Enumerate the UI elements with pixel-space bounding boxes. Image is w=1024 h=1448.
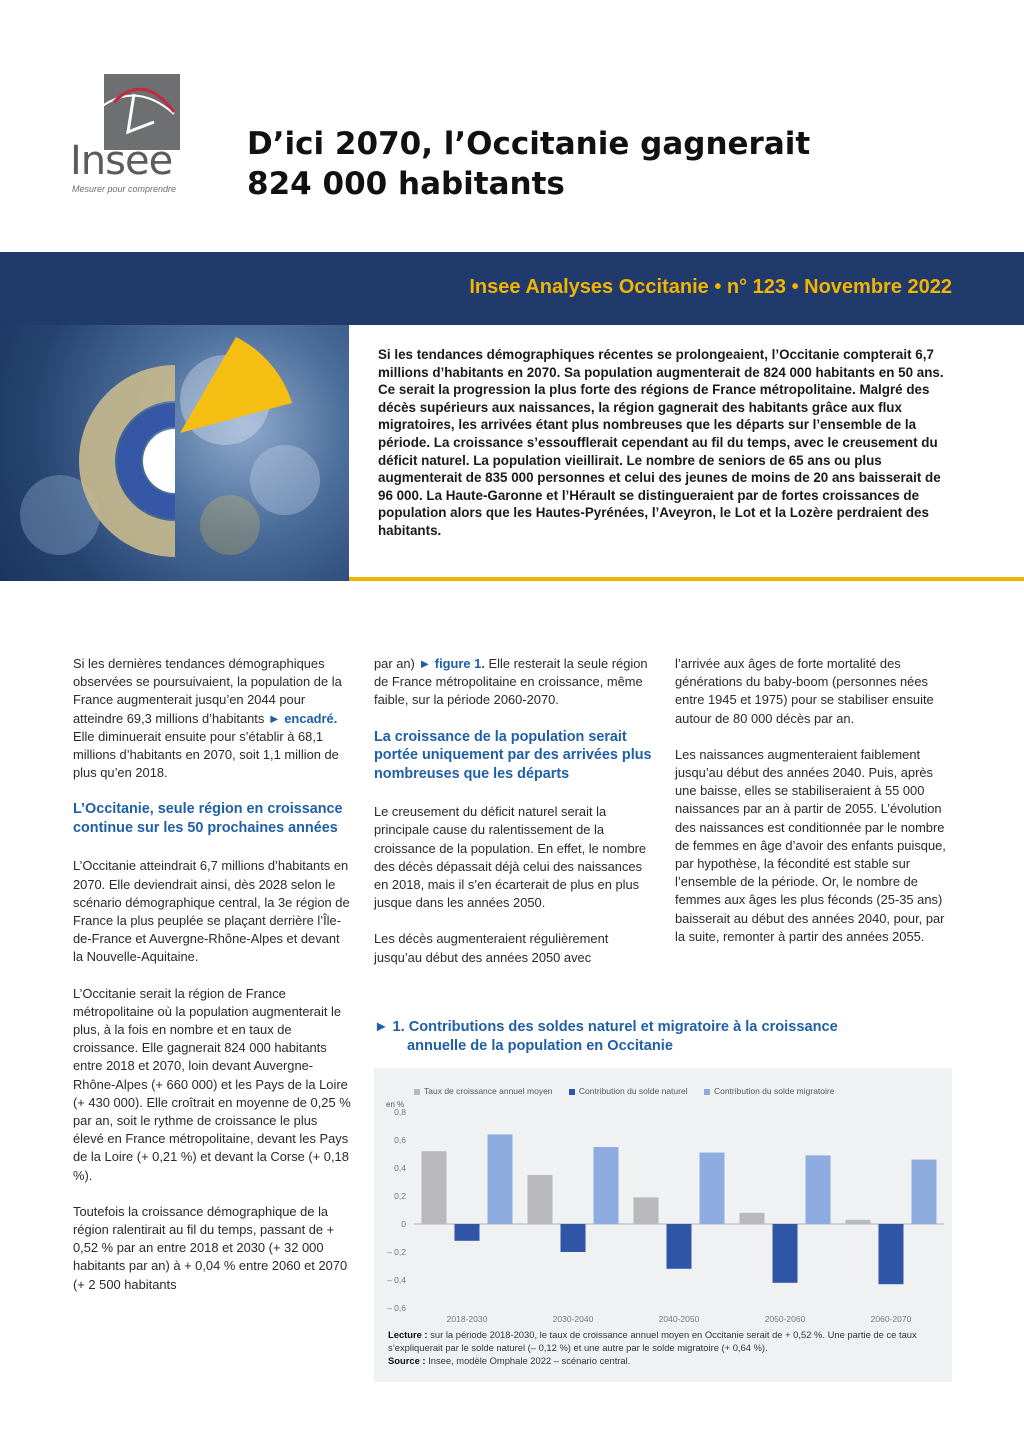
bar-taux-2018-2030 (422, 1151, 447, 1224)
x-tick-label: 2040-2050 (658, 1314, 700, 1324)
y-tick-label: 0,2 (394, 1191, 406, 1201)
y-tick-label: 0,4 (394, 1163, 406, 1173)
figure-link[interactable]: ► figure 1. (418, 656, 485, 671)
col2-paragraph-3: Les décès augmenteraient régulièrement jusqu’au début des années 2050 avec (374, 931, 609, 965)
section-heading-croissance: La croissance de la population serait portée uniquement par des arrivées plus nombreuses que les départs (374, 728, 652, 782)
bar-naturel-2040-2050 (667, 1224, 692, 1269)
chart-notes (388, 1328, 943, 1367)
hero-illustration (0, 325, 349, 581)
y-tick-label: 0,6 (394, 1135, 406, 1145)
hero-pie-graphic-icon (0, 325, 349, 581)
bar-migratoire-2050-2060 (806, 1155, 831, 1224)
col2-paragraph-1 (374, 655, 652, 710)
col1-p1-text-start: Si les dernières tendances démographiques observées se poursuivaient, la population de la France augmenterait jusqu’en 2044 pour atteindre 69,3 millions d’habitants (73, 656, 342, 726)
y-tick-label: 0 (401, 1219, 406, 1229)
x-tick-label: 2050-2060 (764, 1314, 806, 1324)
lecture-note (388, 1328, 943, 1354)
text-column-3 (675, 655, 953, 964)
text-column-2 (374, 655, 652, 985)
title-line-1: D’ici 2070, l’Occitanie gagnerait (247, 126, 811, 162)
bar-naturel-2030-2040 (561, 1224, 586, 1252)
yellow-divider (349, 577, 1024, 581)
legend-label-naturel: Contribution du solde naturel (578, 1086, 688, 1096)
source-text: Insee, modèle Omphale 2022 – scénario central. (425, 1355, 631, 1366)
bar-migratoire-2018-2030 (488, 1134, 513, 1224)
lecture-label: Lecture : (388, 1329, 428, 1340)
bar-migratoire-2030-2040 (594, 1147, 619, 1224)
section-heading-occitanie: L’Occitanie, seule région en croissance continue sur les 50 prochaines années (73, 801, 343, 836)
y-tick-label: 0,8 (394, 1107, 406, 1117)
abstract-text: Si les tendances démographiques récentes se prolongeaient, l’Occitanie compterait 6,7 millions d’habitants en 2070. Sa population augmenterait de 824 000 habitants en 50 ans. Ce serait la progression la plus forte des régions de France métropolitaine. Malgré des décès supérieurs aux naissances, la région gagnerait des habitants grâce aux flux migratoires, les arrivées étant plus nombreuses que les départs sur l’ensemble de la période. La croissance s’essoufflerait cependant au fil du temps, avec le creusement du déficit naturel. La population vieillirait. Le nombre de seniors de 65 ans ou plus augmenterait de 835 000 personnes et celui des jeunes de moins de 20 ans baisserait de 96 000. La Haute-Garonne et l’Hérault se distingueraient par de fortes croissances de population alors que les Hautes-Pyrénées, l’Aveyron, le Lot et la Lozère perdraient des habitants. (378, 347, 944, 538)
col2-p1-text-end: Elle resterait la seule région de France métropolitaine en croissance, même faible, sur la période 2060-2070. (374, 656, 648, 708)
y-tick-label: – 0,4 (387, 1275, 406, 1285)
col1-paragraph-3: L’Occitanie serait la région de France métropolitaine où la population augmenterait le plus, à la fois en nombre et en taux de croissance. Elle gagnerait 824 000 habitants entre 2018 et 2070, loin devant Auvergne-Rhône-Alpes (+ 660 000) et les Pays de la Loire (+ 430 000). Elle croîtrait en moyenne de 0,25 % par an, soit le rythme de croissance le plus élevé en France métropolitaine, devant les Pays de la Loire (+ 0,21 %) et devant la Corse (+ 0,18 %). (73, 985, 351, 1183)
col2-p1-text-start: par an) (374, 656, 419, 671)
source-label: Source : (388, 1355, 426, 1366)
lecture-text: sur la période 2018-2030, le taux de croissance annuel moyen en Occitanie serait de + 0,52 %. Une partie de ce taux s’expliquerait par le solde naturel (– 0,12 %) et une autre par le solde migratoire (+ 0,64 %). (388, 1329, 917, 1353)
logo-tagline: Mesurer pour comprendre (72, 184, 177, 194)
publication-reference: Insee Analyses Occitanie • n° 123 • Novembre 2022 (469, 276, 952, 298)
col1-p1-text-end: Elle diminuerait ensuite pour s’établir à 68,1 millions d’habitants en 2070, soit 1,1 million de plus qu’en 2018. (73, 728, 339, 781)
bar-taux-2030-2040 (528, 1175, 553, 1224)
publication-band (0, 252, 1024, 325)
bar-taux-2040-2050 (634, 1197, 659, 1224)
col3-paragraph-1: l’arrivée aux âges de forte mortalité des générations du baby-boom (personnes nées entre 1945 et 1975) pour se stabiliser ensuite autour de 80 000 décès par an. (675, 656, 934, 726)
source-note (388, 1354, 943, 1367)
bar-migratoire-2060-2070 (912, 1160, 937, 1224)
col3-paragraph-2: Les naissances augmenteraient faiblement jusqu’au début des années 2040. Puis, après une baisse, elles se stabiliseraient à 55 000 naissances par an à partir de 2055. L’évolution des naissances est conditionnée par le nombre de femmes en âge d’avoir des enfants puisque, par hypothèse, la fécondité est stable sur l’ensemble de la période. Or, le nombre de femmes aux âges les plus féconds (25-35 ans) baisserait au début des années 2040, pour, par la suite, remonter à partir des années 2055. (675, 746, 946, 944)
logo-wordmark: Insee (70, 138, 173, 184)
bar-migratoire-2040-2050 (700, 1153, 725, 1224)
figure-chart (374, 1068, 952, 1382)
bar-naturel-2050-2060 (773, 1224, 798, 1283)
page-title (247, 124, 947, 204)
title-line-2: 824 000 habitants (247, 166, 565, 202)
y-tick-label: – 0,2 (387, 1247, 406, 1257)
figure-title-line-1: ► 1. Contributions des soldes naturel et migratoire à la croissance (374, 1019, 838, 1035)
col1-paragraph-1 (73, 655, 351, 782)
col2-paragraph-2: Le creusement du déficit naturel serait la principale cause du ralentissement de la croissance de la population. En effet, le nombre des décès dépassait déjà celui des naissances en 2018, mais il s’en écarterait de plus en plus jusque dans les années 2050. (374, 804, 647, 911)
y-tick-label: – 0,6 (387, 1303, 406, 1313)
bar-naturel-2018-2030 (455, 1224, 480, 1241)
insee-logo (70, 72, 182, 198)
col1-paragraph-4: Toutefois la croissance démographique de la région ralentirait au fil du temps, passant de + 0,52 % par an entre 2018 et 2030 (+ 32 000 habitants par an) à + 0,04 % entre 2060 et 2070 (+ 2 500 habitants (73, 1203, 348, 1292)
bar-naturel-2060-2070 (879, 1224, 904, 1284)
text-column-1 (73, 655, 351, 1312)
chart-unit-label: en % (386, 1100, 405, 1109)
encadre-link[interactable]: ► encadré. (267, 710, 338, 726)
bar-taux-2050-2060 (740, 1213, 765, 1224)
figure-title-line-2: annuelle de la population en Occitanie (407, 1038, 673, 1054)
bar-taux-2060-2070 (846, 1220, 871, 1224)
x-tick-label: 2030-2040 (552, 1314, 594, 1324)
x-tick-label: 2018-2030 (446, 1314, 488, 1324)
col1-paragraph-2: L’Occitanie atteindrait 6,7 millions d’habitants en 2070. Elle deviendrait ainsi, dès 2028 selon le scénario démographique central, la 3e région de France la plus peuplée se plaçant derrière l’Île-de-France et Auvergne-Rhône-Alpes et devant la Nouvelle-Aquitaine. (73, 858, 350, 965)
legend-label-taux: Taux de croissance annuel moyen (424, 1086, 553, 1096)
x-tick-label: 2060-2070 (870, 1314, 912, 1324)
legend-label-migratoire: Contribution du solde migratoire (713, 1086, 835, 1096)
bar-chart-svg (374, 1068, 952, 1326)
figure-title (374, 1018, 954, 1056)
